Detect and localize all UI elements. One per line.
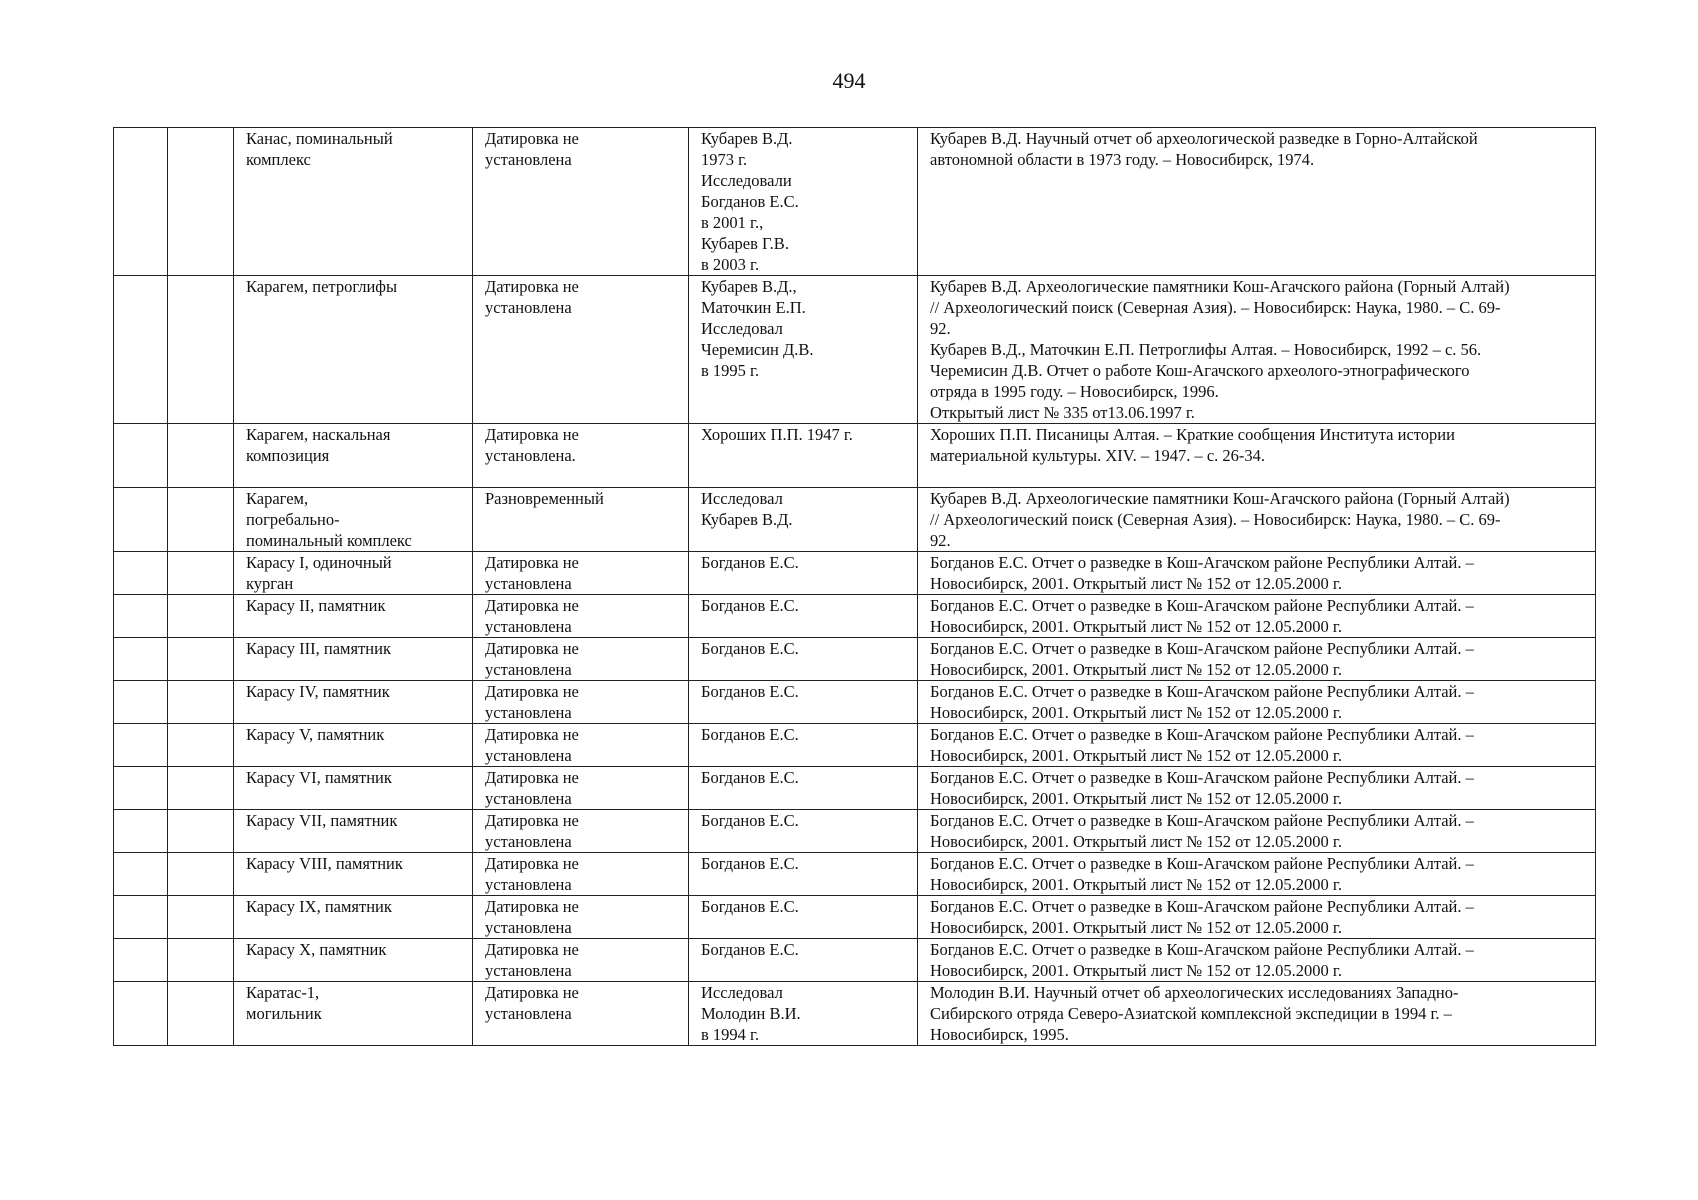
cell-references-line: Богданов Е.С. Отчет о разведке в Кош-Агачском районе Республики Алтай. – bbox=[930, 897, 1474, 916]
cell-number bbox=[114, 724, 168, 767]
cell-dating-line: установлена bbox=[485, 298, 572, 317]
cell-subnumber bbox=[168, 939, 234, 982]
page-number: 494 bbox=[832, 68, 866, 93]
cell-references-line: Новосибирск, 2001. Открытый лист № 152 от 12.05.2000 г. bbox=[930, 918, 1342, 937]
table-row bbox=[114, 724, 1596, 767]
cell-researchers-line: в 2001 г., bbox=[701, 213, 764, 232]
cell-monument-name bbox=[234, 638, 473, 681]
cell-researchers-line: 1973 г. bbox=[701, 150, 748, 169]
cell-researchers-line: Богданов Е.С. bbox=[701, 725, 799, 744]
cell-subnumber bbox=[168, 724, 234, 767]
cell-monument-name bbox=[234, 810, 473, 853]
cell-researchers bbox=[689, 939, 918, 982]
table-row bbox=[114, 488, 1596, 552]
cell-references bbox=[918, 276, 1596, 424]
cell-monument-name bbox=[234, 724, 473, 767]
table-row bbox=[114, 552, 1596, 595]
cell-dating bbox=[473, 767, 689, 810]
cell-number bbox=[114, 810, 168, 853]
cell-researchers-line: Маточкин Е.П. bbox=[701, 298, 806, 317]
cell-references-line: Новосибирск, 2001. Открытый лист № 152 от 12.05.2000 г. bbox=[930, 832, 1342, 851]
cell-researchers-line: Кубарев В.Д., bbox=[701, 277, 797, 296]
cell-researchers-line: Богданов Е.С. bbox=[701, 854, 799, 873]
cell-monument-name-line: Карасу VIII, памятник bbox=[246, 854, 403, 873]
cell-references-line: Богданов Е.С. Отчет о разведке в Кош-Агачском районе Республики Алтай. – bbox=[930, 854, 1474, 873]
cell-researchers-line: Исследовал bbox=[701, 489, 783, 508]
cell-monument-name bbox=[234, 982, 473, 1046]
cell-number bbox=[114, 853, 168, 896]
cell-researchers bbox=[689, 896, 918, 939]
cell-researchers-line: Богданов Е.С. bbox=[701, 768, 799, 787]
cell-dating-line: установлена bbox=[485, 789, 572, 808]
cell-references-line: Новосибирск, 2001. Открытый лист № 152 от 12.05.2000 г. bbox=[930, 875, 1342, 894]
cell-monument-name-line: погребально- bbox=[246, 510, 340, 529]
cell-references bbox=[918, 767, 1596, 810]
cell-monument-name-line: Карасу III, памятник bbox=[246, 639, 391, 658]
cell-dating-line: Датировка не bbox=[485, 553, 579, 572]
cell-researchers-line: Кубарев В.Д. bbox=[701, 510, 793, 529]
cell-dating-line: установлена bbox=[485, 961, 572, 980]
cell-dating-line: Датировка не bbox=[485, 277, 579, 296]
cell-monument-name-line: Канас, поминальный bbox=[246, 129, 393, 148]
cell-dating bbox=[473, 552, 689, 595]
cell-references-line: Богданов Е.С. Отчет о разведке в Кош-Агачском районе Республики Алтай. – bbox=[930, 639, 1474, 658]
cell-dating bbox=[473, 982, 689, 1046]
cell-monument-name bbox=[234, 552, 473, 595]
cell-number bbox=[114, 681, 168, 724]
cell-number bbox=[114, 552, 168, 595]
cell-references-line: Богданов Е.С. Отчет о разведке в Кош-Агачском районе Республики Алтай. – bbox=[930, 811, 1474, 830]
cell-researchers-line: в 1995 г. bbox=[701, 361, 760, 380]
cell-references-line: Кубарев В.Д. Археологические памятники Кош-Агачского района (Горный Алтай) bbox=[930, 277, 1510, 296]
table-row bbox=[114, 128, 1596, 276]
cell-researchers bbox=[689, 276, 918, 424]
cell-dating-line: установлена bbox=[485, 832, 572, 851]
cell-dating-line: установлена bbox=[485, 660, 572, 679]
cell-dating-line: Датировка не bbox=[485, 940, 579, 959]
cell-researchers-line: Богданов Е.С. bbox=[701, 897, 799, 916]
table-row bbox=[114, 638, 1596, 681]
cell-monument-name-line: Карасу X, памятник bbox=[246, 940, 387, 959]
cell-references-line: Новосибирск, 2001. Открытый лист № 152 от 12.05.2000 г. bbox=[930, 574, 1342, 593]
cell-monument-name-line: могильник bbox=[246, 1004, 322, 1023]
cell-references-line: Сибирского отряда Северо-Азиатской комплексной экспедиции в 1994 г. – bbox=[930, 1004, 1452, 1023]
cell-researchers bbox=[689, 552, 918, 595]
cell-subnumber bbox=[168, 681, 234, 724]
cell-references-line: Новосибирск, 2001. Открытый лист № 152 от 12.05.2000 г. bbox=[930, 789, 1342, 808]
cell-researchers bbox=[689, 724, 918, 767]
cell-researchers bbox=[689, 424, 918, 488]
cell-researchers bbox=[689, 810, 918, 853]
cell-references-line: Черемисин Д.В. Отчет о работе Кош-Агачского археолого-этнографического bbox=[930, 361, 1470, 380]
cell-number bbox=[114, 982, 168, 1046]
cell-dating bbox=[473, 896, 689, 939]
cell-subnumber bbox=[168, 853, 234, 896]
cell-references-line: Богданов Е.С. Отчет о разведке в Кош-Агачском районе Республики Алтай. – bbox=[930, 553, 1474, 572]
cell-references-line: Богданов Е.С. Отчет о разведке в Кош-Агачском районе Республики Алтай. – bbox=[930, 596, 1474, 615]
cell-monument-name-line: Каратас-1, bbox=[246, 983, 320, 1002]
cell-dating bbox=[473, 939, 689, 982]
cell-references bbox=[918, 681, 1596, 724]
cell-researchers-line: Кубарев В.Д. bbox=[701, 129, 793, 148]
cell-subnumber bbox=[168, 767, 234, 810]
cell-monument-name-line: Карагем, петроглифы bbox=[246, 277, 398, 296]
cell-researchers-line: Кубарев Г.В. bbox=[701, 234, 789, 253]
cell-references bbox=[918, 595, 1596, 638]
cell-researchers-line: Молодин В.И. bbox=[701, 1004, 801, 1023]
cell-references-line: 92. bbox=[930, 531, 951, 550]
cell-researchers-line: Хороших П.П. 1947 г. bbox=[701, 425, 853, 444]
cell-number bbox=[114, 276, 168, 424]
cell-researchers-line: Богданов Е.С. bbox=[701, 682, 799, 701]
cell-subnumber bbox=[168, 276, 234, 424]
cell-dating-line: Датировка не bbox=[485, 768, 579, 787]
cell-monument-name bbox=[234, 595, 473, 638]
cell-dating bbox=[473, 724, 689, 767]
cell-dating-line: Разновременный bbox=[485, 489, 604, 508]
cell-monument-name bbox=[234, 939, 473, 982]
cell-dating-line: Датировка не bbox=[485, 639, 579, 658]
cell-monument-name bbox=[234, 424, 473, 488]
cell-researchers-line: в 1994 г. bbox=[701, 1025, 760, 1044]
cell-monument-name bbox=[234, 681, 473, 724]
cell-references bbox=[918, 638, 1596, 681]
cell-dating-line: Датировка не bbox=[485, 983, 579, 1002]
cell-monument-name-line: Карасу IV, памятник bbox=[246, 682, 390, 701]
cell-researchers-line: Богданов Е.С. bbox=[701, 811, 799, 830]
cell-number bbox=[114, 638, 168, 681]
cell-references bbox=[918, 982, 1596, 1046]
cell-dating-line: Датировка не bbox=[485, 682, 579, 701]
cell-dating bbox=[473, 810, 689, 853]
cell-references bbox=[918, 810, 1596, 853]
cell-researchers-line: Богданов Е.С. bbox=[701, 192, 799, 211]
cell-subnumber bbox=[168, 128, 234, 276]
cell-monument-name bbox=[234, 853, 473, 896]
cell-subnumber bbox=[168, 595, 234, 638]
cell-monument-name-line: Карагем, наскальная bbox=[246, 425, 391, 444]
cell-references-line: 92. bbox=[930, 319, 951, 338]
cell-references-line: Хороших П.П. Писаницы Алтая. – Краткие сообщения Института истории bbox=[930, 425, 1455, 444]
cell-dating bbox=[473, 128, 689, 276]
cell-researchers bbox=[689, 638, 918, 681]
cell-monument-name-line: Карасу IX, памятник bbox=[246, 897, 392, 916]
cell-dating-line: установлена bbox=[485, 617, 572, 636]
cell-number bbox=[114, 424, 168, 488]
cell-subnumber bbox=[168, 810, 234, 853]
cell-monument-name-line: Карасу I, одиночный bbox=[246, 553, 392, 572]
cell-monument-name-line: поминальный комплекс bbox=[246, 531, 412, 550]
cell-dating-line: Датировка не bbox=[485, 811, 579, 830]
cell-subnumber bbox=[168, 638, 234, 681]
cell-references-line: Кубарев В.Д. Научный отчет об археологической разведке в Горно-Алтайской bbox=[930, 129, 1478, 148]
cell-subnumber bbox=[168, 896, 234, 939]
table-row bbox=[114, 276, 1596, 424]
table-row bbox=[114, 424, 1596, 488]
table-row bbox=[114, 595, 1596, 638]
cell-subnumber bbox=[168, 424, 234, 488]
cell-researchers-line: Исследовали bbox=[701, 171, 792, 190]
cell-monument-name-line: курган bbox=[246, 574, 294, 593]
cell-number bbox=[114, 939, 168, 982]
cell-researchers-line: Богданов Е.С. bbox=[701, 639, 799, 658]
cell-dating-line: установлена. bbox=[485, 446, 576, 465]
cell-monument-name bbox=[234, 488, 473, 552]
cell-researchers bbox=[689, 767, 918, 810]
cell-dating-line: установлена bbox=[485, 746, 572, 765]
table-row bbox=[114, 939, 1596, 982]
cell-references bbox=[918, 939, 1596, 982]
cell-researchers bbox=[689, 853, 918, 896]
cell-monument-name-line: Карасу VI, памятник bbox=[246, 768, 392, 787]
cell-references-line: Богданов Е.С. Отчет о разведке в Кош-Агачском районе Республики Алтай. – bbox=[930, 682, 1474, 701]
cell-monument-name-line: Карагем, bbox=[246, 489, 309, 508]
cell-dating bbox=[473, 488, 689, 552]
cell-references-line: Новосибирск, 2001. Открытый лист № 152 от 12.05.2000 г. bbox=[930, 660, 1342, 679]
cell-monument-name bbox=[234, 128, 473, 276]
cell-researchers-line: Богданов Е.С. bbox=[701, 940, 799, 959]
monuments-table bbox=[113, 127, 1596, 1046]
cell-researchers-line: Черемисин Д.В. bbox=[701, 340, 814, 359]
cell-researchers bbox=[689, 595, 918, 638]
cell-number bbox=[114, 128, 168, 276]
cell-references-line: Новосибирск, 2001. Открытый лист № 152 от 12.05.2000 г. bbox=[930, 617, 1342, 636]
table-row bbox=[114, 810, 1596, 853]
cell-references-line: Богданов Е.С. Отчет о разведке в Кош-Агачском районе Республики Алтай. – bbox=[930, 940, 1474, 959]
cell-dating-line: установлена bbox=[485, 574, 572, 593]
cell-monument-name-line: композиция bbox=[246, 446, 330, 465]
cell-references-line: // Археологический поиск (Северная Азия). – Новосибирск: Наука, 1980. – С. 69- bbox=[930, 298, 1501, 317]
cell-dating-line: установлена bbox=[485, 703, 572, 722]
cell-references bbox=[918, 488, 1596, 552]
table-row bbox=[114, 767, 1596, 810]
cell-dating bbox=[473, 681, 689, 724]
cell-subnumber bbox=[168, 488, 234, 552]
cell-monument-name bbox=[234, 276, 473, 424]
cell-dating bbox=[473, 276, 689, 424]
cell-dating-line: Датировка не bbox=[485, 897, 579, 916]
cell-references bbox=[918, 552, 1596, 595]
cell-monument-name bbox=[234, 767, 473, 810]
cell-researchers-line: Исследовал bbox=[701, 983, 783, 1002]
cell-references-line: Богданов Е.С. Отчет о разведке в Кош-Агачском районе Республики Алтай. – bbox=[930, 768, 1474, 787]
cell-references-line: материальной культуры. XIV. – 1947. – с. 26-34. bbox=[930, 446, 1266, 465]
cell-references bbox=[918, 128, 1596, 276]
cell-researchers bbox=[689, 681, 918, 724]
table-row bbox=[114, 896, 1596, 939]
cell-monument-name-line: Карасу V, памятник bbox=[246, 725, 385, 744]
cell-references-line: Новосибирск, 1995. bbox=[930, 1025, 1069, 1044]
cell-dating-line: Датировка не bbox=[485, 725, 579, 744]
cell-monument-name-line: комплекс bbox=[246, 150, 311, 169]
cell-dating-line: Датировка не bbox=[485, 129, 579, 148]
table-row bbox=[114, 853, 1596, 896]
cell-subnumber bbox=[168, 552, 234, 595]
cell-researchers bbox=[689, 128, 918, 276]
cell-researchers-line: Исследовал bbox=[701, 319, 783, 338]
cell-researchers-line: Богданов Е.С. bbox=[701, 596, 799, 615]
cell-dating-line: Датировка не bbox=[485, 596, 579, 615]
cell-dating bbox=[473, 853, 689, 896]
cell-subnumber bbox=[168, 982, 234, 1046]
cell-dating-line: Датировка не bbox=[485, 854, 579, 873]
table-row bbox=[114, 982, 1596, 1046]
table-row bbox=[114, 681, 1596, 724]
cell-references bbox=[918, 424, 1596, 488]
cell-references-line: Новосибирск, 2001. Открытый лист № 152 от 12.05.2000 г. bbox=[930, 961, 1342, 980]
cell-dating-line: установлена bbox=[485, 875, 572, 894]
cell-researchers-line: в 2003 г. bbox=[701, 255, 760, 274]
cell-dating bbox=[473, 638, 689, 681]
cell-monument-name-line: Карасу II, памятник bbox=[246, 596, 386, 615]
cell-references-line: Новосибирск, 2001. Открытый лист № 152 от 12.05.2000 г. bbox=[930, 703, 1342, 722]
cell-monument-name-line: Карасу VII, памятник bbox=[246, 811, 398, 830]
cell-researchers bbox=[689, 982, 918, 1046]
cell-references-line: автономной области в 1973 году. – Новосибирск, 1974. bbox=[930, 150, 1315, 169]
cell-researchers-line: Богданов Е.С. bbox=[701, 553, 799, 572]
cell-dating bbox=[473, 424, 689, 488]
cell-references bbox=[918, 896, 1596, 939]
cell-references-line: Открытый лист № 335 от13.06.1997 г. bbox=[930, 403, 1195, 422]
cell-monument-name bbox=[234, 896, 473, 939]
cell-dating-line: Датировка не bbox=[485, 425, 579, 444]
cell-number bbox=[114, 767, 168, 810]
cell-references-line: отряда в 1995 году. – Новосибирск, 1996. bbox=[930, 382, 1219, 401]
cell-number bbox=[114, 896, 168, 939]
cell-references-line: Новосибирск, 2001. Открытый лист № 152 от 12.05.2000 г. bbox=[930, 746, 1342, 765]
cell-references bbox=[918, 724, 1596, 767]
cell-number bbox=[114, 595, 168, 638]
cell-dating-line: установлена bbox=[485, 918, 572, 937]
cell-dating bbox=[473, 595, 689, 638]
cell-references-line: Богданов Е.С. Отчет о разведке в Кош-Агачском районе Республики Алтай. – bbox=[930, 725, 1474, 744]
cell-researchers bbox=[689, 488, 918, 552]
cell-references-line: Кубарев В.Д. Археологические памятники Кош-Агачского района (Горный Алтай) bbox=[930, 489, 1510, 508]
cell-references-line: Молодин В.И. Научный отчет об археологических исследованиях Западно- bbox=[930, 983, 1459, 1002]
cell-dating-line: установлена bbox=[485, 1004, 572, 1023]
cell-references bbox=[918, 853, 1596, 896]
cell-dating-line: установлена bbox=[485, 150, 572, 169]
cell-references-line: // Археологический поиск (Северная Азия). – Новосибирск: Наука, 1980. – С. 69- bbox=[930, 510, 1501, 529]
cell-number bbox=[114, 488, 168, 552]
table-body bbox=[114, 128, 1596, 1046]
cell-references-line: Кубарев В.Д., Маточкин Е.П. Петроглифы Алтая. – Новосибирск, 1992 – с. 56. bbox=[930, 340, 1482, 359]
